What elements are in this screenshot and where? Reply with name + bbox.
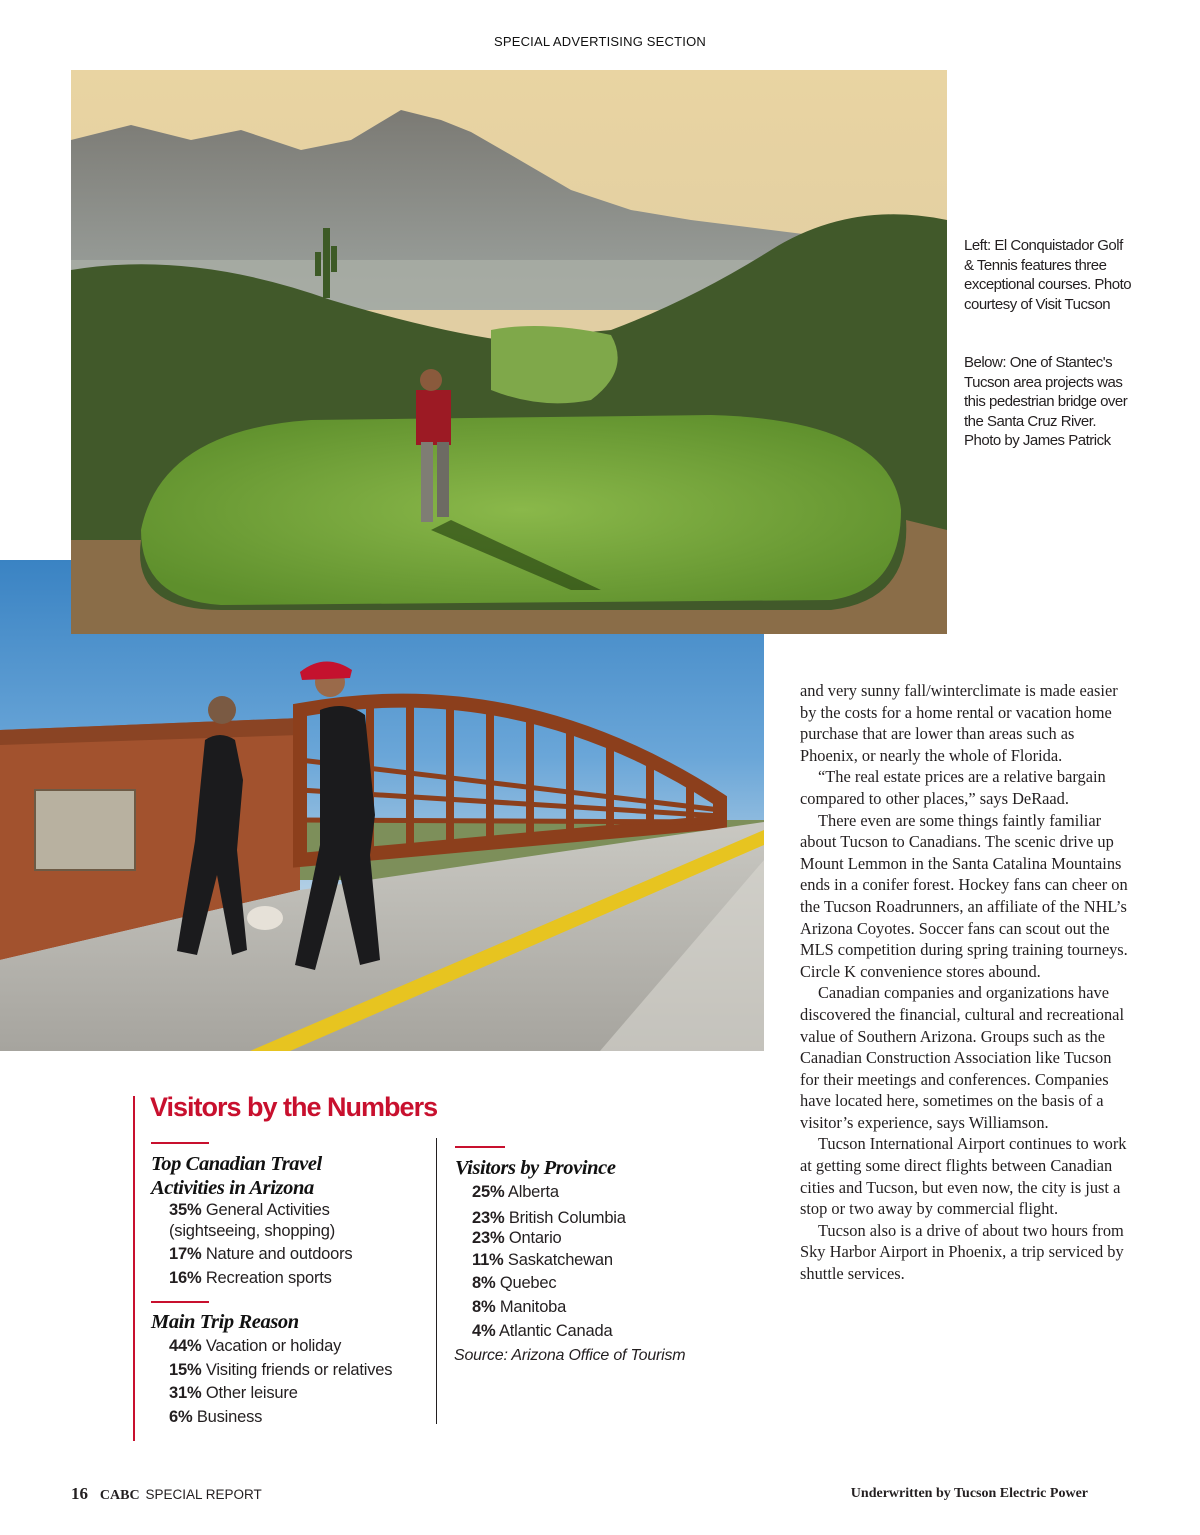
activities-heading-line: Activities in Arizona <box>151 1177 314 1199</box>
stat-item <box>472 1181 712 1205</box>
section-dash <box>151 1301 209 1303</box>
stat-label: Visiting friends or relatives <box>205 1360 393 1379</box>
stat-label: Atlantic Canada <box>498 1321 613 1340</box>
golf-photo-caption: Left: El Conquistador Golf & Tennis features three exceptional courses. Photo courtesy of Visit Tucson <box>964 237 1132 313</box>
section-name: SPECIAL REPORT <box>145 1487 262 1502</box>
article-paragraph: Canadian companies and organizations have discovered the financial, cultural and recreational value of Southern Arizona. Groups such as the Canadian Construction Association like Tucson for their meetings and conferences. Companies have located here, sometimes on the basis of a visitor’s experience, says Williamson. <box>800 983 1125 1132</box>
stat-item <box>472 1296 712 1320</box>
page-number: 16 <box>71 1484 88 1503</box>
underwriter-credit: Underwritten by Tucson Electric Power <box>850 1486 1088 1501</box>
province-heading: Visitors by Province <box>455 1157 616 1179</box>
stat-percent: 6% <box>169 1408 193 1427</box>
stat-label: Quebec <box>499 1274 557 1293</box>
section-dash <box>455 1146 505 1148</box>
stat-percent: 16% <box>169 1268 202 1287</box>
stat-label: General Activities <box>205 1201 330 1219</box>
stat-item <box>472 1320 712 1344</box>
section-dash <box>151 1142 209 1144</box>
column-divider <box>436 1138 437 1424</box>
reasons-heading: Main Trip Reason <box>151 1311 299 1333</box>
stat-percent: 11% <box>472 1250 504 1269</box>
stat-item <box>169 1243 429 1267</box>
stat-label: Recreation sports <box>205 1268 332 1287</box>
activities-list <box>169 1200 429 1290</box>
sidebar-title: Visitors by the Numbers <box>150 1092 438 1122</box>
stat-item <box>169 1359 429 1383</box>
article-paragraph: Tucson International Airport continues to work at getting some direct flights between Canadian cities and Tucson, but even now, the city is just a stop or two away by commercial flight. <box>800 1134 1127 1219</box>
stat-label: Alberta <box>507 1183 559 1201</box>
bridge-photo-caption: Below: One of Stantec's Tucson area projects was this pedestrian bridge over the Santa Cruz River. Photo by James Patrick <box>964 354 1128 450</box>
stat-item <box>169 1406 429 1430</box>
section-label: SPECIAL ADVERTISING SECTION <box>493 34 706 49</box>
stat-item <box>169 1335 429 1359</box>
stat-label: Saskatchewan <box>507 1250 613 1269</box>
stat-label: Nature and outdoors <box>205 1245 353 1263</box>
stat-label: Business <box>196 1408 263 1427</box>
stat-percent: 8% <box>472 1298 496 1317</box>
reasons-list <box>169 1335 429 1430</box>
sidebar-accent-rule <box>133 1096 135 1441</box>
article-paragraph: Tucson also is a drive of about two hours from Sky Harbor Airport in Phoenix, a trip serviced by shuttle services. <box>800 1220 1124 1284</box>
publication-name: CABC <box>99 1488 140 1503</box>
stat-item <box>169 1382 429 1406</box>
stat-label: Vacation or holiday <box>205 1337 342 1355</box>
stat-label: Ontario <box>508 1229 562 1248</box>
stat-item <box>472 1272 712 1296</box>
stat-label-detail: (sightseeing, shopping) <box>169 1222 336 1240</box>
article-body <box>800 680 1130 1285</box>
golf-photo <box>71 70 947 634</box>
stat-percent: 15% <box>169 1360 202 1379</box>
article-paragraph: “The real estate prices are a relative bargain compared to other places,” says DeRaad. <box>800 767 1106 808</box>
stat-percent: 25% <box>472 1183 505 1201</box>
stat-percent: 35% <box>169 1201 202 1219</box>
stat-percent: 44% <box>169 1337 202 1355</box>
activities-heading <box>151 1152 322 1200</box>
stat-label: British Columbia <box>508 1208 626 1227</box>
stat-item <box>472 1249 712 1273</box>
stat-percent: 8% <box>472 1274 496 1293</box>
golf-illustration <box>71 70 947 634</box>
stat-percent: 17% <box>169 1245 202 1263</box>
stat-percent: 31% <box>169 1384 202 1403</box>
stat-item <box>472 1208 712 1229</box>
stat-item <box>472 1228 712 1249</box>
activities-heading-line: Top Canadian Travel <box>151 1153 322 1175</box>
stat-percent: 4% <box>472 1321 496 1340</box>
footer-folio <box>71 1484 262 1504</box>
stat-item <box>169 1267 429 1291</box>
stat-label: Other leisure <box>205 1384 298 1403</box>
stat-percent: 23% <box>472 1229 505 1248</box>
article-paragraph: and very sunny fall/winterclimate is made easier by the costs for a home rental or vacation home purchase that are lower than areas such as Phoenix, or nearly the whole of Florida. <box>800 681 1118 765</box>
article-paragraph: There even are some things faintly familiar about Tucson to Canadians. The scenic drive up Mount Lemmon in the Santa Catalina Mountains ends in a conifer forest. Hockey fans can cheer on the Tucson Roadrunners, an affiliate of the NHL’s Arizona Coyotes. Soccer fans can scout out the MLS competition during spring training tourneys. Circle K convenience stores abound. <box>800 810 1128 981</box>
source-note: Source: Arizona Office of Tourism <box>454 1347 686 1364</box>
stat-item <box>169 1200 429 1242</box>
province-list <box>472 1181 712 1344</box>
stat-label: Manitoba <box>499 1298 567 1317</box>
stat-percent: 23% <box>472 1208 505 1227</box>
